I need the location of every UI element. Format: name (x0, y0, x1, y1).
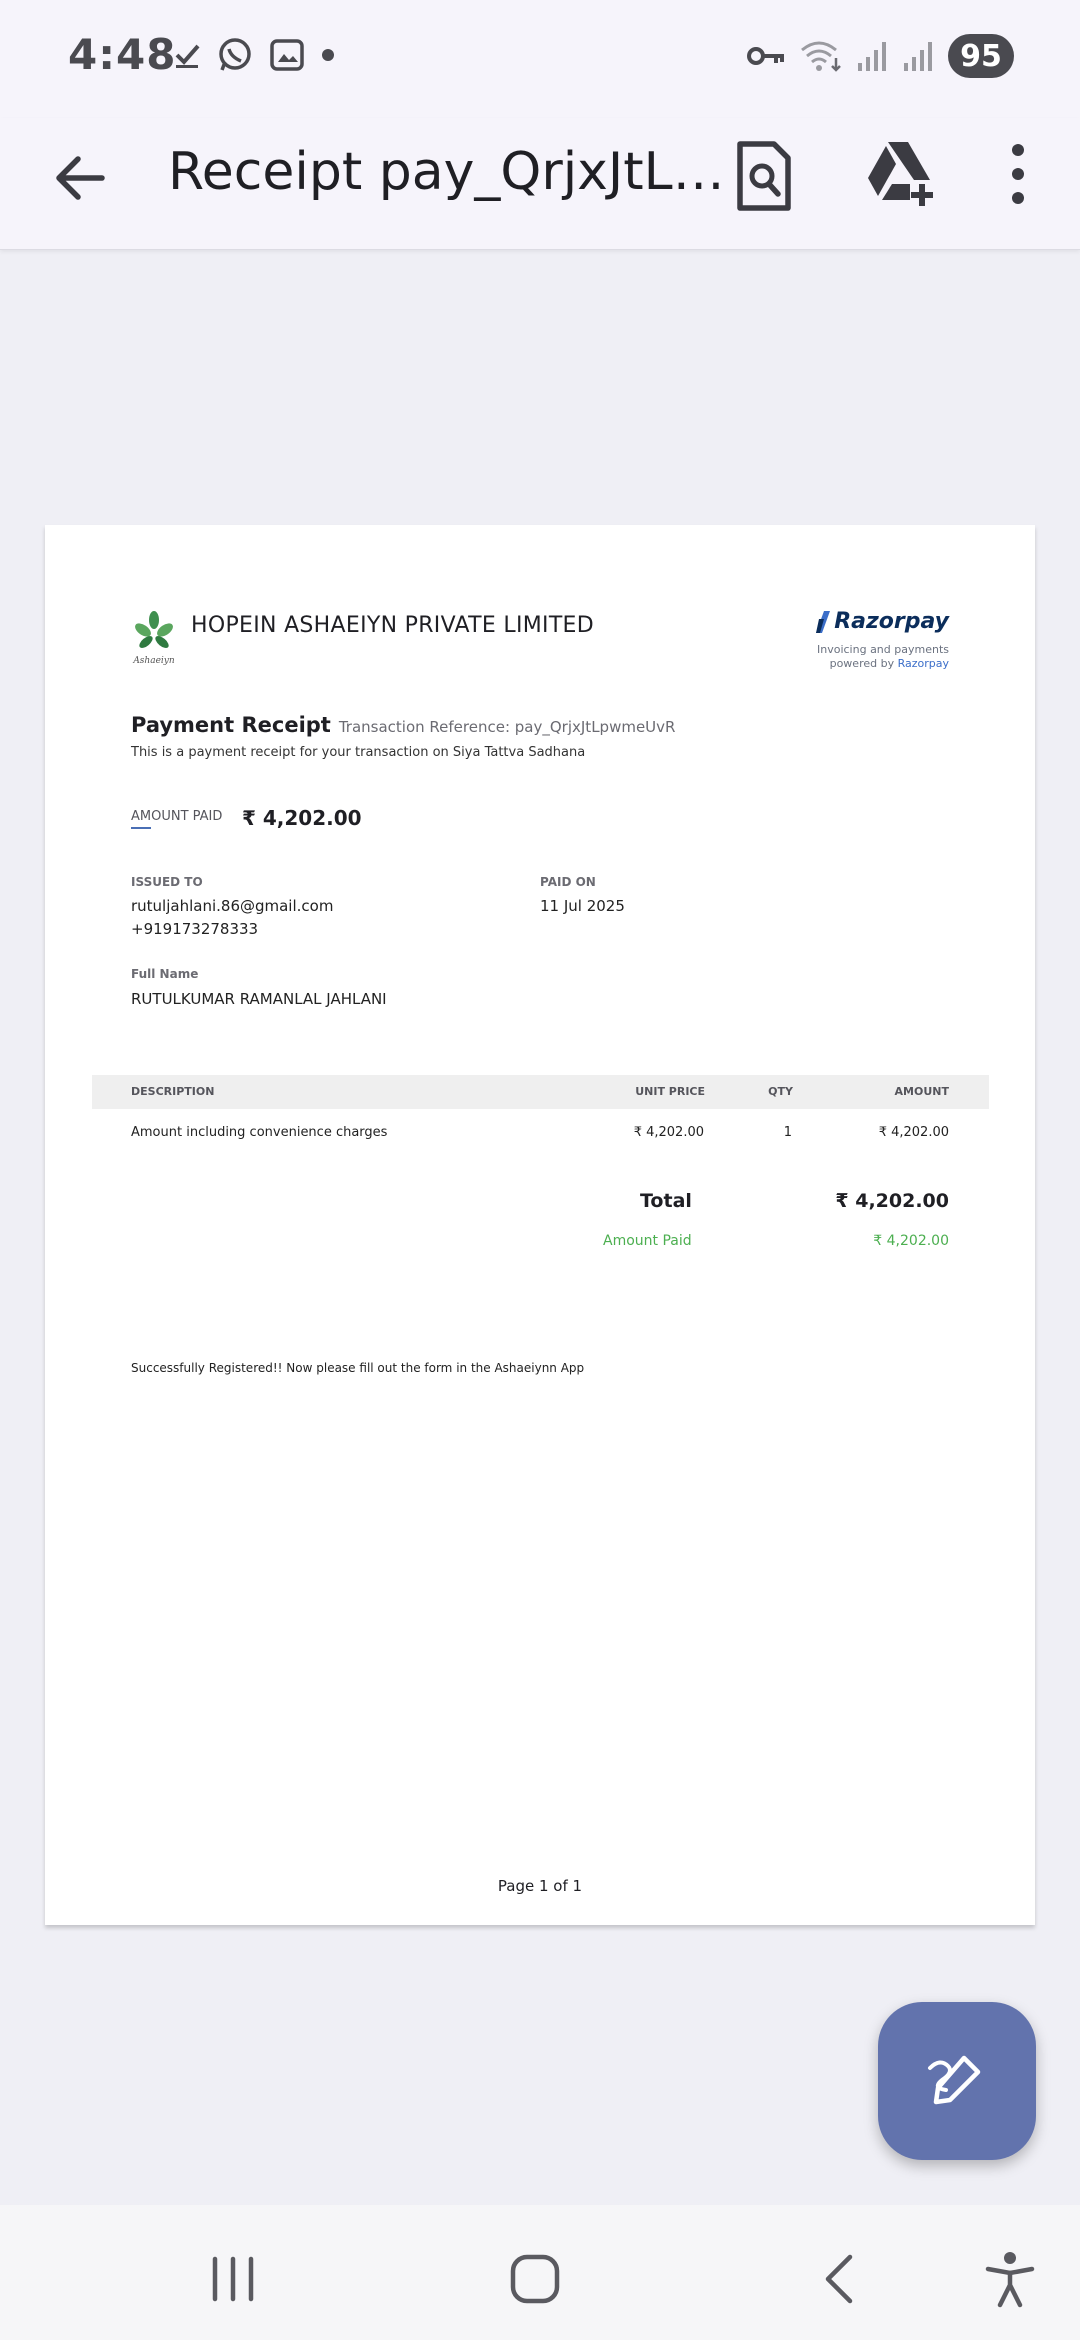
razorpay-tagline-line2 (817, 657, 949, 671)
paid-on-value: 11 Jul 2025 (540, 897, 625, 915)
razorpay-logo (816, 609, 949, 634)
col-description: DESCRIPTION (131, 1085, 215, 1098)
amount-paid-underline (131, 827, 151, 829)
signal-icon (856, 39, 890, 73)
receipt-header (131, 713, 675, 737)
razorpay-wordmark: Razorpay (834, 609, 949, 634)
col-amount: AMOUNT (894, 1085, 949, 1098)
total-label: Total (640, 1190, 692, 1212)
whatsapp-icon (216, 36, 254, 74)
powered-by-text: powered by (829, 657, 895, 670)
page-indicator: Page 1 of 1 (497, 1877, 583, 1895)
find-in-document-icon[interactable] (732, 138, 796, 214)
total-value: ₹ 4,202.00 (835, 1190, 949, 1212)
amount-paid-value: ₹ 4,202.00 (242, 806, 362, 830)
company-name: HOPEIN ASHAEIYN PRIVATE LIMITED (191, 613, 595, 638)
powered-by-link[interactable]: Razorpay (897, 657, 949, 670)
razorpay-tagline-line1: Invoicing and payments (817, 643, 949, 656)
wifi-icon (798, 38, 844, 74)
issued-to-phone: +919173278333 (131, 920, 259, 938)
amount-paid-row-value: ₹ 4,202.00 (873, 1233, 949, 1249)
razorpay-mark-icon (816, 611, 830, 633)
vpn-key-icon (746, 43, 786, 69)
annotate-fab[interactable] (878, 2002, 1036, 2160)
home-icon[interactable] (505, 2249, 565, 2309)
signal-icon (902, 39, 936, 73)
paid-on-label: PAID ON (540, 875, 596, 889)
dot-icon (320, 47, 336, 63)
col-unit-price: UNIT PRICE (635, 1085, 705, 1098)
row-description: Amount including convenience charges (131, 1125, 388, 1140)
row-unit-price: ₹ 4,202.00 (633, 1125, 704, 1140)
status-bar (0, 0, 1080, 118)
add-to-drive-icon[interactable] (864, 138, 934, 208)
gallery-icon (268, 36, 306, 74)
system-navigation-bar (0, 2205, 1080, 2340)
col-qty: QTY (768, 1085, 793, 1098)
amount-paid-row-label: Amount Paid (603, 1233, 692, 1249)
row-qty: 1 (783, 1125, 792, 1140)
row-amount: ₹ 4,202.00 (878, 1125, 949, 1140)
check-icon (172, 40, 202, 70)
company-logo-caption: Ashaeiyn (133, 656, 175, 666)
items-table-header (92, 1075, 989, 1109)
edit-pen-icon (924, 2048, 990, 2114)
more-options-icon[interactable] (1000, 140, 1036, 212)
back-nav-icon[interactable] (810, 2249, 870, 2309)
registration-note: Successfully Registered!! Now please fill out the form in the Ashaeiynn App (131, 1361, 585, 1375)
status-time: 4:48 (68, 30, 177, 79)
accessibility-icon[interactable] (980, 2249, 1040, 2309)
company-logo-icon (130, 610, 178, 666)
pdf-page (45, 525, 1035, 1925)
transaction-reference: Transaction Reference: pay_QrjxJtLpwmeUvR (338, 718, 676, 736)
full-name-label: Full Name (131, 967, 199, 981)
back-arrow-icon[interactable] (50, 148, 110, 208)
full-name-value: RUTULKUMAR RAMANLAL JAHLANI (131, 990, 387, 1008)
receipt-title: Payment Receipt (131, 713, 331, 737)
issued-to-email: rutuljahlani.86@gmail.com (131, 897, 334, 915)
receipt-subtitle: This is a payment receipt for your transaction on Siya Tattva Sadhana (131, 745, 586, 760)
status-system-icons (746, 34, 1014, 78)
document-title: Receipt pay_QrjxJtL… (168, 142, 725, 202)
amount-paid-label: AMOUNT PAID (131, 809, 223, 824)
status-notification-icons (172, 36, 336, 74)
app-bar (0, 118, 1080, 250)
battery-indicator: 95 (948, 34, 1014, 78)
razorpay-tagline (817, 643, 949, 671)
recent-apps-icon[interactable] (203, 2249, 263, 2309)
issued-to-label: ISSUED TO (131, 875, 203, 889)
